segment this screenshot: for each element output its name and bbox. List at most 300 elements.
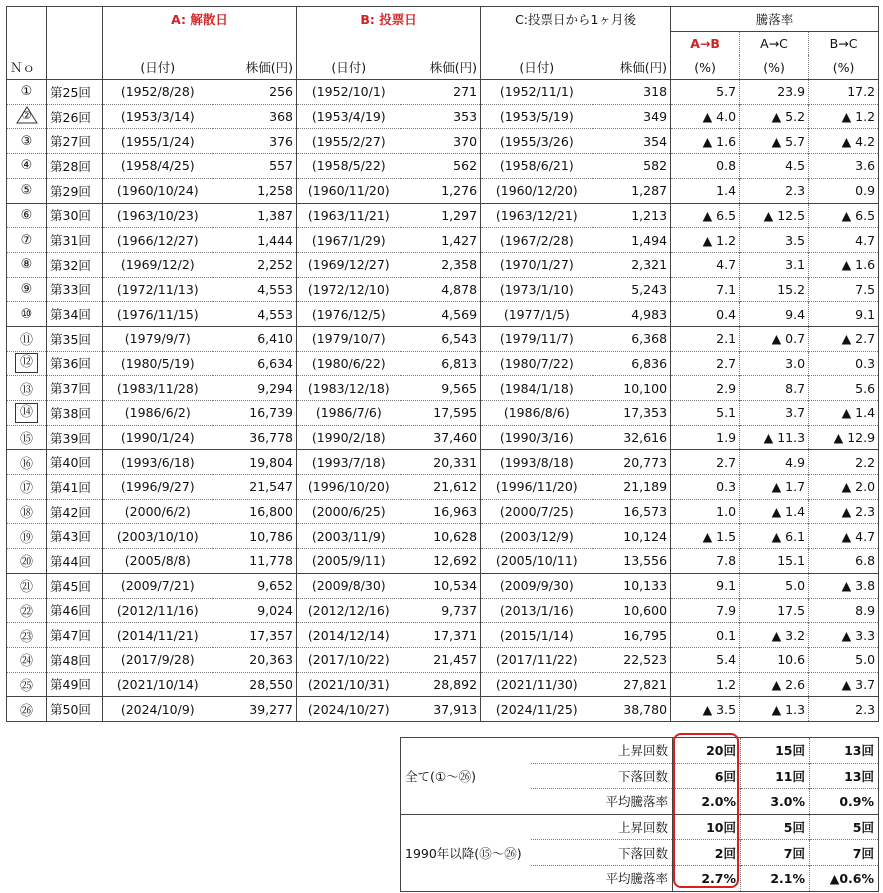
session-cell: 第31回 [47, 228, 103, 253]
a-date-cell: (2005/8/8) [103, 549, 213, 574]
ac-rate-cell: 15.2 [740, 277, 809, 302]
session-cell: 第27回 [47, 129, 103, 154]
a-price-cell: 9,294 [213, 376, 297, 401]
no-cell [7, 178, 47, 203]
ab-rate-cell: 9.1 [671, 573, 740, 598]
a-price-cell: 2,252 [213, 252, 297, 277]
a-price-cell: 368 [213, 104, 297, 129]
session-cell: 第37回 [47, 376, 103, 401]
row-number: ㉕ [19, 678, 33, 694]
row-number: ㉑ [19, 580, 33, 596]
row-number: ④ [20, 158, 33, 174]
row-number: ⑤ [20, 183, 33, 199]
table-row [7, 475, 879, 500]
ab-rate-cell: 0.1 [671, 623, 740, 648]
ab-rate-cell: 2.7 [671, 351, 740, 376]
b-price-cell: 2,358 [401, 252, 481, 277]
header-a-price: 株価(円) [245, 60, 294, 76]
ab-rate-cell: 1.2 [671, 672, 740, 697]
a-price-cell: 16,800 [213, 499, 297, 524]
b-date-cell: (2024/10/27) [297, 697, 401, 722]
b-date-cell: (2009/8/30) [297, 573, 401, 598]
bc-rate-cell: ▲ 3.7 [809, 672, 879, 697]
a-price-cell: 21,547 [213, 475, 297, 500]
c-date-cell: (2013/1/16) [481, 598, 593, 623]
table-row [7, 647, 879, 672]
c-price-cell: 318 [593, 80, 671, 105]
table-row [7, 129, 879, 154]
a-date-cell: (1986/6/2) [103, 401, 213, 426]
ac-rate-cell: ▲ 2.6 [740, 672, 809, 697]
session-cell: 第32回 [47, 252, 103, 277]
no-cell [7, 154, 47, 179]
b-date-cell: (1963/11/21) [297, 203, 401, 228]
a-date-cell: (1969/12/2) [103, 252, 213, 277]
ac-rate-cell: ▲ 1.7 [740, 475, 809, 500]
table-row [7, 376, 879, 401]
summary-ac-value: 2.1% [741, 865, 810, 891]
no-cell [7, 80, 47, 105]
a-price-cell: 4,553 [213, 302, 297, 327]
row-number: ⑦ [20, 232, 33, 248]
b-price-cell: 10,534 [401, 573, 481, 598]
a-price-cell: 10,786 [213, 524, 297, 549]
table-row [7, 401, 879, 426]
ac-rate-cell: 8.7 [740, 376, 809, 401]
a-date-cell: (1976/11/15) [103, 302, 213, 327]
a-price-cell: 20,363 [213, 647, 297, 672]
session-cell: 第40回 [47, 450, 103, 475]
header-no: Ｎｏ [7, 55, 47, 79]
c-date-cell: (1984/1/18) [481, 376, 593, 401]
ac-rate-cell: ▲ 12.5 [740, 203, 809, 228]
row-number: ③ [20, 133, 33, 149]
no-cell [7, 203, 47, 228]
row-number: ⑮ [19, 432, 33, 448]
session-cell: 第44回 [47, 549, 103, 574]
bc-rate-cell: ▲ 3.8 [809, 573, 879, 598]
a-price-cell: 1,258 [213, 178, 297, 203]
a-price-cell: 1,444 [213, 228, 297, 253]
no-cell [7, 129, 47, 154]
summary-metric-label: 上昇回数 [531, 738, 673, 764]
c-date-cell: (2000/7/25) [481, 499, 593, 524]
header-b-date: (日付) [297, 55, 401, 79]
b-price-cell: 271 [401, 80, 481, 105]
a-date-cell: (2014/11/21) [103, 623, 213, 648]
row-number: ⑪ [19, 333, 33, 349]
session-cell: 第48回 [47, 647, 103, 672]
table-row [7, 450, 879, 475]
c-price-cell: 10,600 [593, 598, 671, 623]
a-price-cell: 19,804 [213, 450, 297, 475]
table-row [7, 697, 879, 722]
c-date-cell: (2003/12/9) [481, 524, 593, 549]
summary-ab-value: 10回 [673, 814, 741, 840]
bc-rate-cell: ▲ 12.9 [809, 425, 879, 450]
no-cell [7, 376, 47, 401]
b-price-cell: 6,813 [401, 351, 481, 376]
ac-rate-cell: 4.9 [740, 450, 809, 475]
row-number: ㉓ [19, 629, 33, 645]
ab-rate-cell: ▲ 4.0 [671, 104, 740, 129]
ab-rate-cell: 5.1 [671, 401, 740, 426]
no-cell [7, 228, 47, 253]
b-price-cell: 37,460 [401, 425, 481, 450]
a-price-cell: 11,778 [213, 549, 297, 574]
c-date-cell: (1980/7/22) [481, 351, 593, 376]
no-cell [7, 549, 47, 574]
no-cell [7, 647, 47, 672]
table-row [7, 425, 879, 450]
bc-rate-cell: ▲ 2.3 [809, 499, 879, 524]
summary-bc-value: 13回 [810, 763, 879, 789]
c-date-cell: (1993/8/18) [481, 450, 593, 475]
row-number: ⑳ [19, 555, 33, 571]
ac-rate-cell: ▲ 1.4 [740, 499, 809, 524]
c-price-cell: 10,100 [593, 376, 671, 401]
a-date-cell: (1993/6/18) [103, 450, 213, 475]
header-bc: B→C [809, 31, 879, 55]
no-cell [7, 573, 47, 598]
table-row [7, 80, 879, 105]
c-price-cell: 2,321 [593, 252, 671, 277]
summary-bc-value: 13回 [810, 738, 879, 764]
table-row [7, 672, 879, 697]
session-cell: 第30回 [47, 203, 103, 228]
c-date-cell: (1958/6/21) [481, 154, 593, 179]
ab-rate-cell: 0.3 [671, 475, 740, 500]
election-stock-table [6, 6, 879, 722]
summary-group-label: 全て(①～㉖) [401, 738, 531, 815]
a-date-cell: (1980/5/19) [103, 351, 213, 376]
row-number: ⑩ [20, 306, 33, 322]
no-cell [7, 302, 47, 327]
c-date-cell: (1970/1/27) [481, 252, 593, 277]
summary-metric-label: 下落回数 [531, 840, 673, 866]
a-price-cell: 4,553 [213, 277, 297, 302]
no-cell [7, 401, 47, 426]
ab-rate-cell: 2.9 [671, 376, 740, 401]
summary-table [400, 737, 879, 892]
row-number: ⑧ [20, 257, 33, 273]
a-date-cell: (2017/9/28) [103, 647, 213, 672]
ab-rate-cell: 7.8 [671, 549, 740, 574]
session-cell: 第26回 [47, 104, 103, 129]
b-date-cell: (1958/5/22) [297, 154, 401, 179]
summary-ac-value: 11回 [741, 763, 810, 789]
b-price-cell: 21,612 [401, 475, 481, 500]
c-date-cell: (2017/11/22) [481, 647, 593, 672]
header-b-price: 株価(円) [429, 60, 478, 76]
ac-rate-cell: ▲ 5.2 [740, 104, 809, 129]
ac-rate-cell: 3.5 [740, 228, 809, 253]
session-cell: 第47回 [47, 623, 103, 648]
header-group-rate: 騰落率 [671, 7, 879, 32]
ab-rate-cell: 1.4 [671, 178, 740, 203]
a-price-cell: 17,357 [213, 623, 297, 648]
b-price-cell: 17,371 [401, 623, 481, 648]
a-price-cell: 256 [213, 80, 297, 105]
session-cell: 第39回 [47, 425, 103, 450]
a-date-cell: (2012/11/16) [103, 598, 213, 623]
a-price-cell: 6,634 [213, 351, 297, 376]
b-date-cell: (1980/6/22) [297, 351, 401, 376]
ab-rate-cell: 1.0 [671, 499, 740, 524]
no-cell [7, 499, 47, 524]
b-date-cell: (1967/1/29) [297, 228, 401, 253]
session-cell: 第46回 [47, 598, 103, 623]
ac-rate-cell: 2.3 [740, 178, 809, 203]
summary-group-label: 1990年以降(⑮～㉖) [401, 814, 531, 891]
bc-rate-cell: 7.5 [809, 277, 879, 302]
b-date-cell: (2021/10/31) [297, 672, 401, 697]
header-row-2 [7, 31, 879, 55]
row-number: ⑰ [19, 481, 33, 497]
ab-rate-cell: 4.7 [671, 252, 740, 277]
summary-ac-value: 5回 [741, 814, 810, 840]
session-cell: 第43回 [47, 524, 103, 549]
boxed-row-number: ⑭ [15, 403, 38, 423]
session-cell: 第49回 [47, 672, 103, 697]
summary-metric-label: 上昇回数 [531, 814, 673, 840]
row-number: ① [20, 84, 33, 100]
b-date-cell: (1983/12/18) [297, 376, 401, 401]
c-price-cell: 21,189 [593, 475, 671, 500]
ac-rate-cell: 3.7 [740, 401, 809, 426]
header-ac: A→C [740, 31, 809, 55]
table-row [7, 351, 879, 376]
row-number: ⑨ [20, 281, 33, 297]
ab-rate-cell: 0.4 [671, 302, 740, 327]
a-date-cell: (1958/4/25) [103, 154, 213, 179]
b-date-cell: (1986/7/6) [297, 401, 401, 426]
a-date-cell: (1972/11/13) [103, 277, 213, 302]
table-row [7, 499, 879, 524]
bc-rate-cell: ▲ 4.2 [809, 129, 879, 154]
b-price-cell: 1,297 [401, 203, 481, 228]
b-price-cell: 353 [401, 104, 481, 129]
session-cell: 第38回 [47, 401, 103, 426]
c-price-cell: 4,983 [593, 302, 671, 327]
header-ab-unit: (%) [671, 55, 740, 79]
c-price-cell: 1,213 [593, 203, 671, 228]
c-price-cell: 6,368 [593, 326, 671, 351]
b-price-cell: 6,543 [401, 326, 481, 351]
b-price-cell: 4,569 [401, 302, 481, 327]
b-date-cell: (1996/10/20) [297, 475, 401, 500]
bc-rate-cell: 9.1 [809, 302, 879, 327]
c-date-cell: (1977/1/5) [481, 302, 593, 327]
b-price-cell: 562 [401, 154, 481, 179]
c-date-cell: (1986/8/6) [481, 401, 593, 426]
c-date-cell: (1979/11/7) [481, 326, 593, 351]
c-price-cell: 16,795 [593, 623, 671, 648]
ab-rate-cell: 7.1 [671, 277, 740, 302]
a-date-cell: (1996/9/27) [103, 475, 213, 500]
bc-rate-cell: ▲ 3.3 [809, 623, 879, 648]
c-price-cell: 38,780 [593, 697, 671, 722]
c-date-cell: (1963/12/21) [481, 203, 593, 228]
a-date-cell: (1952/8/28) [103, 80, 213, 105]
c-price-cell: 20,773 [593, 450, 671, 475]
summary-ab-value: 2.7% [673, 865, 741, 891]
a-date-cell: (2021/10/14) [103, 672, 213, 697]
c-price-cell: 10,133 [593, 573, 671, 598]
c-price-cell: 17,353 [593, 401, 671, 426]
summary-ab-value: 2回 [673, 840, 741, 866]
c-date-cell: (1967/2/28) [481, 228, 593, 253]
bc-rate-cell: ▲ 4.7 [809, 524, 879, 549]
session-cell: 第28回 [47, 154, 103, 179]
table-row [7, 598, 879, 623]
bc-rate-cell: 5.6 [809, 376, 879, 401]
b-price-cell: 28,892 [401, 672, 481, 697]
b-price-cell: 17,595 [401, 401, 481, 426]
header-row-3 [7, 55, 879, 79]
row-number: ⑥ [20, 207, 33, 223]
header-c-price: 株価(円) [619, 60, 668, 76]
session-cell: 第33回 [47, 277, 103, 302]
b-price-cell: 4,878 [401, 277, 481, 302]
ac-rate-cell: 5.0 [740, 573, 809, 598]
b-price-cell: 1,276 [401, 178, 481, 203]
row-number: ⑬ [19, 382, 33, 398]
ab-rate-cell: 5.4 [671, 647, 740, 672]
a-price-cell: 16,739 [213, 401, 297, 426]
ac-rate-cell: ▲ 3.2 [740, 623, 809, 648]
no-cell [7, 425, 47, 450]
ab-rate-cell: 2.1 [671, 326, 740, 351]
summary-metric-label: 平均騰落率 [531, 789, 673, 815]
header-group-a: A: 解散日 [103, 7, 297, 32]
summary-bc-value: 5回 [810, 814, 879, 840]
c-price-cell: 10,124 [593, 524, 671, 549]
ab-rate-cell: ▲ 1.6 [671, 129, 740, 154]
b-price-cell: 9,565 [401, 376, 481, 401]
table-row [7, 203, 879, 228]
session-cell: 第29回 [47, 178, 103, 203]
c-date-cell: (2024/11/25) [481, 697, 593, 722]
bc-rate-cell: ▲ 2.7 [809, 326, 879, 351]
a-date-cell: (1953/3/14) [103, 104, 213, 129]
ac-rate-cell: ▲ 11.3 [740, 425, 809, 450]
summary-ac-value: 3.0% [741, 789, 810, 815]
bc-rate-cell: 3.6 [809, 154, 879, 179]
c-date-cell: (2015/1/14) [481, 623, 593, 648]
a-price-cell: 9,652 [213, 573, 297, 598]
c-price-cell: 1,494 [593, 228, 671, 253]
a-price-cell: 9,024 [213, 598, 297, 623]
row-number: ⑱ [19, 506, 33, 522]
c-price-cell: 16,573 [593, 499, 671, 524]
row-number: ⑯ [19, 456, 33, 472]
summary-bc-value: ▲0.6% [810, 865, 879, 891]
bc-rate-cell: 0.3 [809, 351, 879, 376]
b-price-cell: 37,913 [401, 697, 481, 722]
row-number: ⑲ [19, 530, 33, 546]
ac-rate-cell: ▲ 6.1 [740, 524, 809, 549]
summary-bc-value: 0.9% [810, 789, 879, 815]
bc-rate-cell: ▲ 6.5 [809, 203, 879, 228]
no-cell [7, 351, 47, 376]
no-cell [7, 598, 47, 623]
c-date-cell: (1952/11/1) [481, 80, 593, 105]
b-date-cell: (1955/2/27) [297, 129, 401, 154]
ac-rate-cell: 3.1 [740, 252, 809, 277]
header-group-c: C:投票日から1ヶ月後 [481, 7, 671, 32]
b-price-cell: 20,331 [401, 450, 481, 475]
c-price-cell: 1,287 [593, 178, 671, 203]
row-number: ㉖ [19, 703, 33, 719]
b-price-cell: 16,963 [401, 499, 481, 524]
bc-rate-cell: 17.2 [809, 80, 879, 105]
b-date-cell: (2014/12/14) [297, 623, 401, 648]
c-date-cell: (1996/11/20) [481, 475, 593, 500]
b-date-cell: (1952/10/1) [297, 80, 401, 105]
bc-rate-cell: 0.9 [809, 178, 879, 203]
no-cell [7, 252, 47, 277]
table-row [7, 252, 879, 277]
no-cell [7, 524, 47, 549]
header-ac-unit: (%) [740, 55, 809, 79]
c-price-cell: 349 [593, 104, 671, 129]
a-price-cell: 36,778 [213, 425, 297, 450]
table-row [7, 154, 879, 179]
b-date-cell: (2003/11/9) [297, 524, 401, 549]
c-price-cell: 27,821 [593, 672, 671, 697]
session-cell: 第25回 [47, 80, 103, 105]
a-date-cell: (1955/1/24) [103, 129, 213, 154]
bc-rate-cell: 6.8 [809, 549, 879, 574]
bc-rate-cell: 4.7 [809, 228, 879, 253]
a-price-cell: 6,410 [213, 326, 297, 351]
b-price-cell: 1,427 [401, 228, 481, 253]
table-row [7, 302, 879, 327]
bc-rate-cell: 2.2 [809, 450, 879, 475]
header-a-date: (日付) [103, 55, 213, 79]
c-date-cell: (1990/3/16) [481, 425, 593, 450]
no-cell [7, 450, 47, 475]
a-price-cell: 28,550 [213, 672, 297, 697]
summary-ac-value: 7回 [741, 840, 810, 866]
no-cell [7, 277, 47, 302]
ab-rate-cell: ▲ 1.5 [671, 524, 740, 549]
bc-rate-cell: ▲ 1.4 [809, 401, 879, 426]
row-number: ㉔ [19, 654, 33, 670]
a-date-cell: (1979/9/7) [103, 326, 213, 351]
a-price-cell: 557 [213, 154, 297, 179]
header-ab: A→B [671, 31, 740, 55]
header-group-b: B: 投票日 [297, 7, 481, 32]
table-row [7, 549, 879, 574]
bc-rate-cell: 2.3 [809, 697, 879, 722]
summary-ab-value: 20回 [673, 738, 741, 764]
ac-rate-cell: 4.5 [740, 154, 809, 179]
no-cell [7, 672, 47, 697]
ab-rate-cell: ▲ 6.5 [671, 203, 740, 228]
b-price-cell: 9,737 [401, 598, 481, 623]
ac-rate-cell: 23.9 [740, 80, 809, 105]
ab-rate-cell: 7.9 [671, 598, 740, 623]
a-date-cell: (1966/12/27) [103, 228, 213, 253]
b-date-cell: (1990/2/18) [297, 425, 401, 450]
c-date-cell: (2005/10/11) [481, 549, 593, 574]
c-date-cell: (1955/3/26) [481, 129, 593, 154]
b-price-cell: 10,628 [401, 524, 481, 549]
table-row [7, 277, 879, 302]
table-row [7, 104, 879, 129]
